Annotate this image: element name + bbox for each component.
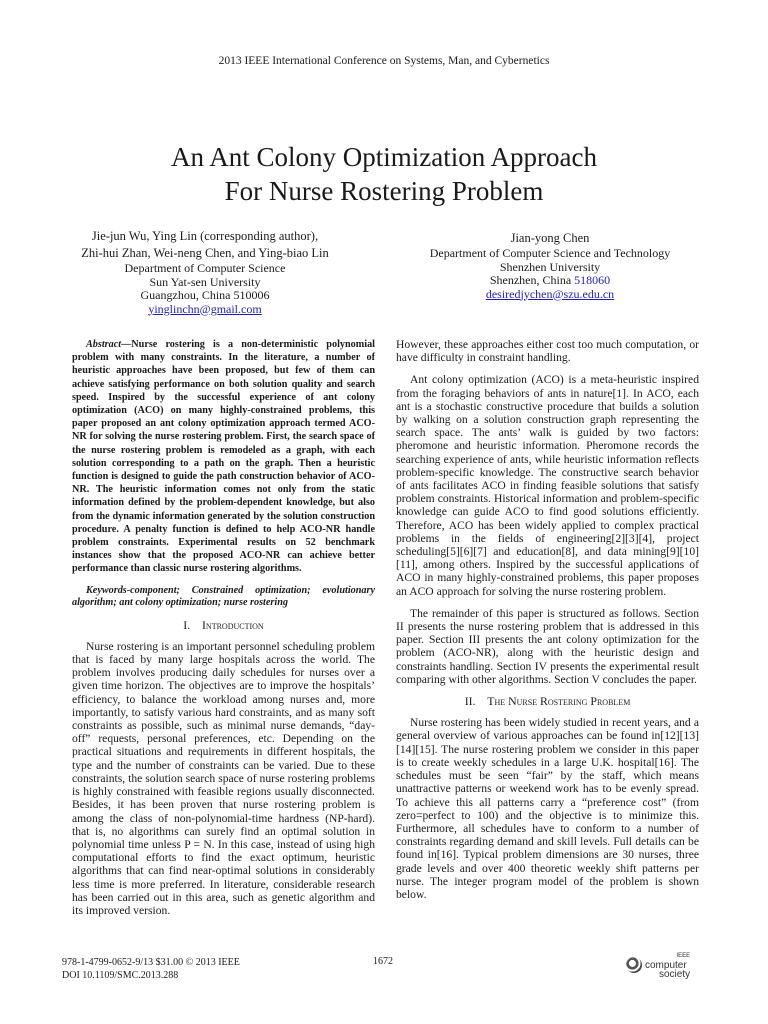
author-block-left <box>55 228 355 316</box>
paragraph-introduction: Nurse rostering is an important personnel scheduling problem that is faced by many large hospitals across the world. The problem involves producing daily schedules for nurses over a given time horizon. The objectives are to improve the hospitals’ efficiency, to balance the workload among nurses and, more importantly, to satisfy various hard constraints, and as many soft constraints as possible, such as minimal nurse demands, “day-off” requests, personal preferences, etc. Depending on the practical situations and requirements in different hospitals, the type and the number of constraints can be varied. Due to these constraints, the solution search space of nurse rostering problems is highly constrained with feasible regions usually disconnected. Besides, it has been proven that nurse rostering problem is among the class of non-polynomial-time hardness (NP-hard). that is, no algorithms can surely find an optimal solution in polynomial time unless P = N. In this case, instead of using high computational efforts to find the exact optimum, heuristic algorithms that can find near-optimal solutions in considerably less time is more preferred. In literature, considerable research has been carried out in this area, such as genetic algorithm and its improved version. <box>72 639 375 917</box>
section-heading-introduction: I. Introduction <box>183 617 264 632</box>
author-city: Guangzhou, China 510006 <box>140 288 270 302</box>
author-city: Shenzhen, China 518060 <box>489 273 611 287</box>
conference-header: 2013 IEEE International Conference on Systems, Man, and Cybernetics <box>218 55 550 67</box>
page-number: 1672 <box>373 956 393 967</box>
author-names-line-2: Zhi-hui Zhan, Wei-neng Chen, and Ying-biao Lin <box>81 246 329 260</box>
author-dept: Department of Computer Science and Technology <box>429 246 671 260</box>
paragraph-remainder: The remainder of this paper is structured as follows. Section II presents the nurse rostering problem that is addressed in this paper. Section III presents the ant colony optimization for the problem (ACO-NR), along with the heuristic design and constraints handling. Section IV presents the experimental result comparing with other algorithms. Section V concludes the paper. <box>396 606 699 686</box>
author-univ: Sun Yat-sen University <box>149 274 261 289</box>
right-column <box>396 338 699 910</box>
title-line-2: For Nurse Rostering Problem <box>224 176 544 206</box>
author-univ: Shenzhen University <box>499 259 601 274</box>
author-name: Jian-yong Chen <box>510 231 590 245</box>
author-names-line-1: Jie-jun Wu, Ying Lin (corresponding author), <box>91 229 319 243</box>
paragraph-nurse-rostering: Nurse rostering has been widely studied in recent years, and a general overview of various approaches can be found in[12][13][14][15]. The nurse rostering problem we consider in this paper is to create weekly schedules in a large U.K. hospital[16]. The schedules must be seen “fair” by the staff, which means unattractive patterns or weekend work has to be evenly spread. To achieve this all patterns carry a “preference cost” (from zero=perfect to 100) and the objective is to minimize this. Furthermore, all schedules have to conform to a number of constraints regarding demand and skill levels. Full details can be found in[16]. Typical problem dimensions are 30 nurses, three grade levels and over 400 theoretic weekly shift patterns per nurse. The integer program model of the problem is shown below. <box>396 716 699 901</box>
left-column <box>72 338 375 926</box>
title-line-1: An Ant Colony Optimization Approach <box>171 142 597 172</box>
footer-copyright <box>62 956 240 982</box>
author-email-link[interactable]: yinglinchn@gmail.com <box>148 301 262 316</box>
paragraph-continued: However, these approaches either cost too much computation, or have difficulty in constraint handling. <box>396 338 699 365</box>
paper-title <box>0 140 768 208</box>
author-block-right <box>395 230 705 301</box>
logo-line-1: computer <box>645 959 687 971</box>
author-dept: Department of Computer Science <box>124 261 286 275</box>
ieee-logo-icon <box>626 957 642 973</box>
footer-isbn: 978-1-4799-0652-9/13 $31.00 © 2013 IEEE <box>62 957 240 968</box>
abstract: Abstract—Nurse rostering is a non-deterministic polynomial problem with many constraints. In the literature, a number of heuristic approaches have been proposed, but few of them can achieve satisfying performance on both solution quality and search speed. Inspired by the successful experience of ant colony optimization (ACO) on many highly-constrained problems, this paper proposed an ant colony optimization approach termed ACO-NR for solving the nurse rostering problem. First, the search space of the nurse rostering problem is remodeled as a graph, with each solution corresponding to a path on the graph. Then a heuristic function is designed to guide the path construction behavior of ACO-NR. The heuristic information comes not only from the static information defined by the problem-dependent knowledge, but also from the dynamic information generated by the solution construction procedure. A penalty function is defined to help ACO-NR handle problem constraints. Experimental results on 52 benchmark instances show that the proposed ACO-NR can achieve better performance than classic nurse rostering algorithms. <box>72 339 375 575</box>
paragraph-aco: Ant colony optimization (ACO) is a meta-heuristic inspired from the foraging behaviors of ants in nature[1]. In ACO, each ant is a stochastic constructive procedure that builds a solution by walking on a solution construction graph representing the search space. The ants’ walk is guided by two factors: pheromone and heuristic information. Pheromone records the searching experience of ants, while heuristic information reflects problem-specific knowledge. The constructive search behavior of ants facilitates ACO in finding feasible solutions that satisfy problem constraints. Historical information and problem-specific knowledge can guide ACO to find good solutions efficiently. Therefore, ACO has been widely applied to complex practical problems in the fields of engineering[2][3][4], project scheduling[5][6][7] and education[8], and data mining[9][10][11], among others. Inspired by the successful applications of ACO in many highly-constrained problems, this paper proposes an ACO approach for solving the nurse rostering problem. <box>396 373 699 598</box>
author-postcode: 518060 <box>574 273 611 287</box>
keywords: Keywords-component; Constrained optimization; evolutionary algorithm; ant colony optimization; nurse rostering <box>72 584 375 609</box>
logo-ieee-text: IEEE <box>676 952 691 959</box>
logo-line-2: society <box>659 968 691 980</box>
ieee-computer-society-logo <box>626 951 706 979</box>
author-email-link[interactable]: desiredjychen@szu.edu.cn <box>485 286 615 301</box>
footer-doi: DOI 10.1109/SMC.2013.288 <box>62 970 179 981</box>
section-heading-nurse-rostering: II. The Nurse Rostering Problem <box>464 694 631 709</box>
